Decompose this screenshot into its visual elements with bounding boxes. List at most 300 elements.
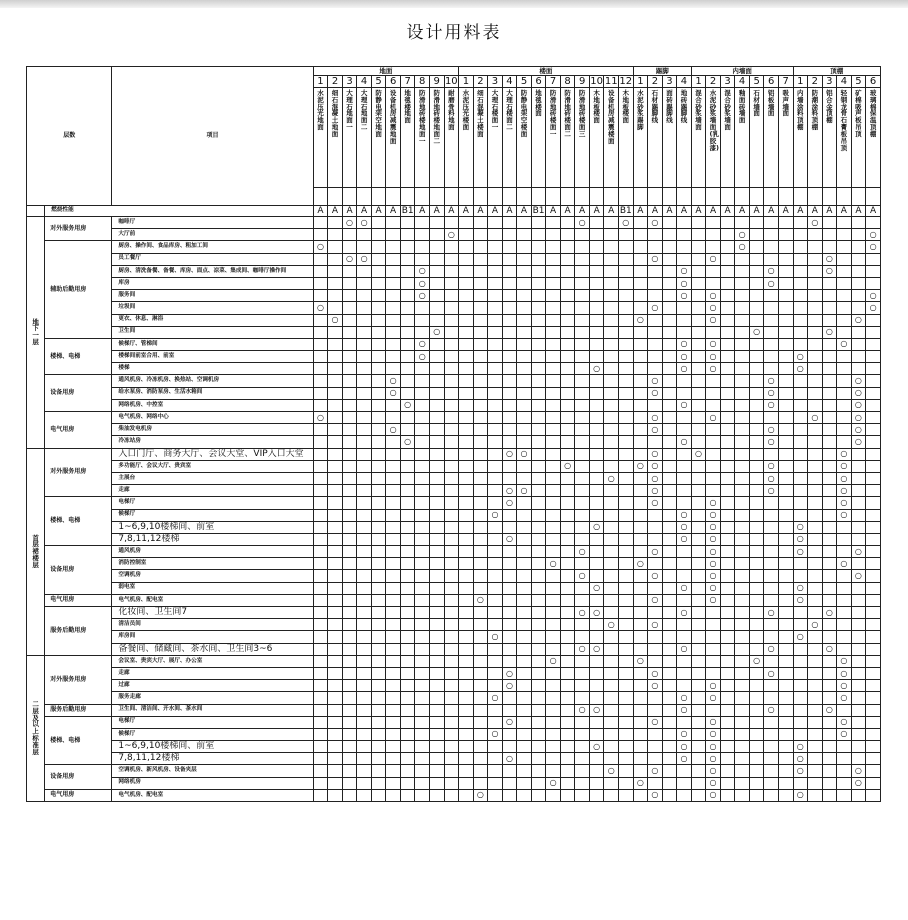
blank-cell: [720, 789, 735, 801]
blank-cell: [633, 229, 648, 241]
blank-cell: [793, 692, 808, 704]
blank-cell: [837, 546, 852, 558]
blank-cell: [444, 472, 459, 484]
blank-cell: [851, 643, 866, 655]
blank-cell: [546, 680, 561, 692]
fire-rating-cell: A: [517, 206, 532, 217]
blank-cell: [720, 338, 735, 350]
blank-cell: [444, 789, 459, 801]
blank-cell: [328, 570, 343, 582]
blank-cell: [633, 485, 648, 497]
blank-cell: [633, 338, 648, 350]
blank-cell: [822, 509, 837, 521]
blank-cell: [575, 460, 590, 472]
blank-cell: [459, 265, 474, 277]
blank-cell: [720, 188, 735, 206]
blank-cell: [429, 485, 444, 497]
blank-cell: [415, 619, 430, 631]
blank-cell: [691, 777, 706, 789]
blank-cell: [866, 728, 881, 740]
floor-section-text: 二层及以上标准层: [32, 700, 39, 756]
blank-cell: [604, 351, 619, 363]
blank-cell: [764, 789, 779, 801]
blank-cell: [342, 667, 357, 679]
blank-cell: [546, 253, 561, 265]
blank-cell: [517, 290, 532, 302]
blank-cell: [822, 351, 837, 363]
blank-cell: [386, 188, 401, 206]
blank-cell: [735, 399, 750, 411]
blank-cell: [342, 716, 357, 728]
blank-cell: [618, 619, 633, 631]
blank-cell: [764, 594, 779, 606]
blank-cell: [517, 277, 532, 289]
blank-cell: [735, 558, 750, 570]
blank-cell: [560, 533, 575, 545]
blank-cell: [400, 387, 415, 399]
blank-cell: [342, 753, 357, 765]
blank-cell: [357, 229, 372, 241]
blank-cell: [313, 716, 328, 728]
blank-cell: [589, 436, 604, 448]
blank-cell: [677, 188, 692, 206]
blank-cell: [400, 619, 415, 631]
room-name: 柴油发电机房: [112, 424, 313, 436]
blank-cell: [531, 741, 546, 753]
blank-cell: [575, 363, 590, 375]
blank-cell: [851, 521, 866, 533]
finish-label-text: 大理石楼面二: [506, 89, 513, 132]
blank-cell: [706, 655, 721, 667]
room-name: 1~6,9,10楼梯间、前室: [112, 521, 313, 533]
blank-cell: [720, 326, 735, 338]
finish-label-text: 细石混凝土地面: [331, 89, 339, 138]
blank-cell: [604, 680, 619, 692]
blank-cell: [429, 789, 444, 801]
finish-label: [429, 88, 444, 188]
blank-cell: [691, 558, 706, 570]
finish-label: [531, 88, 546, 188]
blank-cell: [313, 607, 328, 619]
blank-cell: [866, 509, 881, 521]
blank-cell: [357, 460, 372, 472]
finish-label: [706, 88, 721, 188]
blank-cell: [444, 241, 459, 253]
blank-cell: [560, 241, 575, 253]
blank-cell: [793, 302, 808, 314]
blank-cell: [400, 351, 415, 363]
blank-cell: [618, 692, 633, 704]
blank-cell: [822, 472, 837, 484]
blank-cell: [444, 643, 459, 655]
blank-cell: [517, 326, 532, 338]
blank-cell: [604, 546, 619, 558]
blank-cell: [371, 704, 386, 716]
blank-cell: [560, 188, 575, 206]
blank-cell: [778, 229, 793, 241]
blank-cell: [357, 753, 372, 765]
blank-cell: [633, 631, 648, 643]
blank-cell: [604, 188, 619, 206]
page-title: 设计用料表: [406, 23, 502, 43]
blank-cell: [328, 509, 343, 521]
room-name: 候梯厅、管梯间: [112, 338, 313, 350]
blank-cell: [793, 241, 808, 253]
blank-cell: [575, 680, 590, 692]
material-mark: ○: [575, 570, 590, 582]
blank-cell: [764, 728, 779, 740]
blank-cell: [400, 704, 415, 716]
table-row: [27, 680, 881, 692]
material-mark: ○: [633, 777, 648, 789]
blank-cell: [429, 777, 444, 789]
material-mark: ○: [851, 765, 866, 777]
table-row: [27, 558, 881, 570]
blank-cell: [342, 655, 357, 667]
blank-cell: [691, 314, 706, 326]
material-mark: ○: [677, 643, 692, 655]
room-name: 冷冻站房: [112, 436, 313, 448]
blank-cell: [328, 363, 343, 375]
room-name: 给水泵房、消防泵房、生活水箱间: [112, 387, 313, 399]
blank-cell: [808, 558, 823, 570]
blank-cell: [517, 229, 532, 241]
material-mark: ○: [749, 655, 764, 667]
room-name: 主展台: [112, 472, 313, 484]
blank-cell: [488, 643, 503, 655]
blank-cell: [575, 302, 590, 314]
blank-cell: [488, 521, 503, 533]
blank-cell: [415, 521, 430, 533]
blank-cell: [488, 229, 503, 241]
blank-cell: [837, 314, 852, 326]
blank-cell: [517, 582, 532, 594]
blank-cell: [589, 667, 604, 679]
blank-cell: [837, 594, 852, 606]
blank-cell: [866, 533, 881, 545]
blank-cell: [328, 351, 343, 363]
blank-cell: [691, 188, 706, 206]
blank-cell: [313, 619, 328, 631]
blank-cell: [662, 472, 677, 484]
blank-cell: [720, 704, 735, 716]
blank-cell: [720, 424, 735, 436]
blank-cell: [560, 448, 575, 460]
blank-cell: [328, 655, 343, 667]
blank-cell: [793, 667, 808, 679]
blank-cell: [371, 741, 386, 753]
blank-cell: [604, 728, 619, 740]
blank-cell: [429, 546, 444, 558]
blank-cell: [371, 692, 386, 704]
blank-cell: [400, 229, 415, 241]
table-row: [27, 570, 881, 582]
finish-group-header: 内墙面: [691, 67, 793, 76]
blank-cell: [720, 777, 735, 789]
blank-cell: [328, 521, 343, 533]
blank-cell: [691, 789, 706, 801]
blank-cell: [648, 533, 663, 545]
blank-cell: [778, 485, 793, 497]
blank-cell: [822, 716, 837, 728]
blank-cell: [488, 680, 503, 692]
blank-cell: [589, 424, 604, 436]
blank-cell: [371, 351, 386, 363]
blank-cell: [749, 704, 764, 716]
blank-cell: [822, 741, 837, 753]
blank-cell: [429, 363, 444, 375]
blank-cell: [531, 217, 546, 229]
blank-cell: [604, 485, 619, 497]
blank-cell: [560, 680, 575, 692]
blank-cell: [822, 302, 837, 314]
material-mark: ○: [648, 619, 663, 631]
blank-cell: [517, 375, 532, 387]
blank-cell: [415, 570, 430, 582]
blank-cell: [618, 253, 633, 265]
finish-label-text: 地毯楼地面: [404, 89, 411, 125]
blank-cell: [589, 655, 604, 667]
material-mark: ○: [851, 412, 866, 424]
finish-number: 5: [749, 76, 764, 88]
blank-cell: [546, 643, 561, 655]
blank-cell: [531, 363, 546, 375]
blank-cell: [517, 570, 532, 582]
blank-cell: [662, 290, 677, 302]
fire-rating-cell: A: [313, 206, 328, 217]
finish-label-text: 防静电架空楼面: [520, 89, 528, 138]
blank-cell: [502, 619, 517, 631]
blank-cell: [589, 570, 604, 582]
blank-cell: [822, 363, 837, 375]
blank-cell: [415, 655, 430, 667]
blank-cell: [866, 570, 881, 582]
blank-cell: [778, 265, 793, 277]
blank-cell: [778, 643, 793, 655]
blank-cell: [706, 277, 721, 289]
material-mark: ○: [706, 521, 721, 533]
blank-cell: [764, 765, 779, 777]
material-mark: ○: [706, 497, 721, 509]
blank-cell: [328, 399, 343, 411]
blank-cell: [560, 253, 575, 265]
blank-cell: [560, 667, 575, 679]
blank-cell: [677, 387, 692, 399]
blank-cell: [589, 302, 604, 314]
blank-cell: [429, 436, 444, 448]
blank-cell: [429, 387, 444, 399]
blank-cell: [517, 692, 532, 704]
blank-cell: [764, 582, 779, 594]
blank-cell: [749, 290, 764, 302]
blank-cell: [386, 546, 401, 558]
material-mark: ○: [648, 217, 663, 229]
blank-cell: [822, 497, 837, 509]
floor-section-text: 首层裙楼层: [32, 533, 39, 569]
blank-cell: [677, 253, 692, 265]
material-mark: ○: [837, 509, 852, 521]
room-name: 过廊: [112, 680, 313, 692]
material-mark: ○: [415, 265, 430, 277]
blank-cell: [371, 570, 386, 582]
blank-cell: [822, 375, 837, 387]
blank-cell: [459, 692, 474, 704]
blank-cell: [531, 607, 546, 619]
blank-cell: [531, 753, 546, 765]
blank-cell: [371, 399, 386, 411]
blank-cell: [851, 363, 866, 375]
blank-cell: [764, 619, 779, 631]
blank-cell: [749, 399, 764, 411]
blank-cell: [793, 607, 808, 619]
finish-label-text: 矿棉吸声板吊顶: [855, 89, 862, 138]
material-mark: ○: [473, 594, 488, 606]
blank-cell: [473, 716, 488, 728]
blank-cell: [546, 667, 561, 679]
blank-cell: [808, 188, 823, 206]
blank-cell: [735, 533, 750, 545]
blank-cell: [662, 302, 677, 314]
blank-cell: [808, 716, 823, 728]
blank-cell: [386, 692, 401, 704]
blank-cell: [473, 509, 488, 521]
blank-cell: [604, 302, 619, 314]
blank-cell: [851, 302, 866, 314]
finish-label-text: 石材踢脚线: [651, 89, 659, 125]
blank-cell: [488, 241, 503, 253]
blank-cell: [851, 277, 866, 289]
room-name: 多功能厅、会议大厅、贵宾室: [112, 460, 313, 472]
table-row: [27, 217, 881, 229]
blank-cell: [575, 188, 590, 206]
blank-cell: [502, 643, 517, 655]
blank-cell: [488, 188, 503, 206]
blank-cell: [589, 753, 604, 765]
blank-cell: [589, 338, 604, 350]
blank-cell: [633, 741, 648, 753]
blank-cell: [560, 655, 575, 667]
blank-cell: [691, 655, 706, 667]
blank-cell: [808, 314, 823, 326]
blank-cell: [604, 399, 619, 411]
blank-cell: [764, 217, 779, 229]
room-group-label: 设备用房: [45, 765, 112, 789]
blank-cell: [560, 704, 575, 716]
blank-cell: [328, 753, 343, 765]
perf-label: 燃烧性能: [45, 206, 313, 217]
blank-cell: [342, 229, 357, 241]
blank-cell: [764, 253, 779, 265]
blank-cell: [429, 619, 444, 631]
blank-cell: [648, 607, 663, 619]
finish-label: [778, 88, 793, 188]
blank-cell: [633, 643, 648, 655]
blank-cell: [618, 363, 633, 375]
blank-cell: [342, 387, 357, 399]
blank-cell: [778, 460, 793, 472]
blank-cell: [371, 387, 386, 399]
blank-cell: [415, 643, 430, 655]
material-mark: ○: [851, 546, 866, 558]
blank-cell: [589, 533, 604, 545]
blank-cell: [371, 424, 386, 436]
blank-cell: [589, 546, 604, 558]
blank-cell: [328, 680, 343, 692]
blank-cell: [764, 631, 779, 643]
blank-cell: [444, 667, 459, 679]
blank-cell: [735, 667, 750, 679]
blank-cell: [531, 716, 546, 728]
blank-cell: [851, 594, 866, 606]
blank-cell: [618, 643, 633, 655]
blank-cell: [429, 351, 444, 363]
blank-cell: [720, 716, 735, 728]
room-name: 弱电室: [112, 582, 313, 594]
blank-cell: [808, 375, 823, 387]
material-mark: ○: [677, 533, 692, 545]
blank-cell: [415, 667, 430, 679]
blank-cell: [459, 497, 474, 509]
blank-cell: [502, 546, 517, 558]
fire-rating-cell: A: [808, 206, 823, 217]
material-mark: ○: [851, 570, 866, 582]
blank-cell: [400, 607, 415, 619]
room-group-label: 设备用房: [45, 546, 112, 595]
blank-cell: [662, 631, 677, 643]
blank-cell: [342, 728, 357, 740]
blank-cell: [648, 436, 663, 448]
blank-cell: [502, 351, 517, 363]
blank-cell: [662, 424, 677, 436]
blank-cell: [415, 631, 430, 643]
blank-cell: [444, 436, 459, 448]
finish-number: 7: [400, 76, 415, 88]
material-mark: ○: [342, 217, 357, 229]
blank-cell: [662, 363, 677, 375]
blank-cell: [546, 229, 561, 241]
room-name: 消防控制室: [112, 558, 313, 570]
blank-cell: [778, 716, 793, 728]
material-mark: ○: [604, 619, 619, 631]
blank-cell: [589, 789, 604, 801]
blank-cell: [720, 631, 735, 643]
blank-cell: [313, 188, 328, 206]
blank-cell: [444, 188, 459, 206]
blank-cell: [342, 607, 357, 619]
blank-cell: [604, 643, 619, 655]
blank-cell: [866, 667, 881, 679]
blank-cell: [560, 436, 575, 448]
material-mark: ○: [575, 607, 590, 619]
blank-cell: [357, 692, 372, 704]
blank-cell: [357, 594, 372, 606]
blank-cell: [604, 570, 619, 582]
blank-cell: [473, 655, 488, 667]
blank-cell: [546, 460, 561, 472]
blank-cell: [313, 704, 328, 716]
table-row: [27, 777, 881, 789]
blank-cell: [386, 741, 401, 753]
blank-cell: [488, 217, 503, 229]
blank-cell: [444, 521, 459, 533]
material-mark: ○: [837, 692, 852, 704]
blank-cell: [851, 631, 866, 643]
blank-cell: [575, 558, 590, 570]
material-mark: ○: [648, 424, 663, 436]
blank-cell: [706, 704, 721, 716]
finish-group-header: 顶棚: [793, 67, 880, 76]
blank-cell: [662, 351, 677, 363]
